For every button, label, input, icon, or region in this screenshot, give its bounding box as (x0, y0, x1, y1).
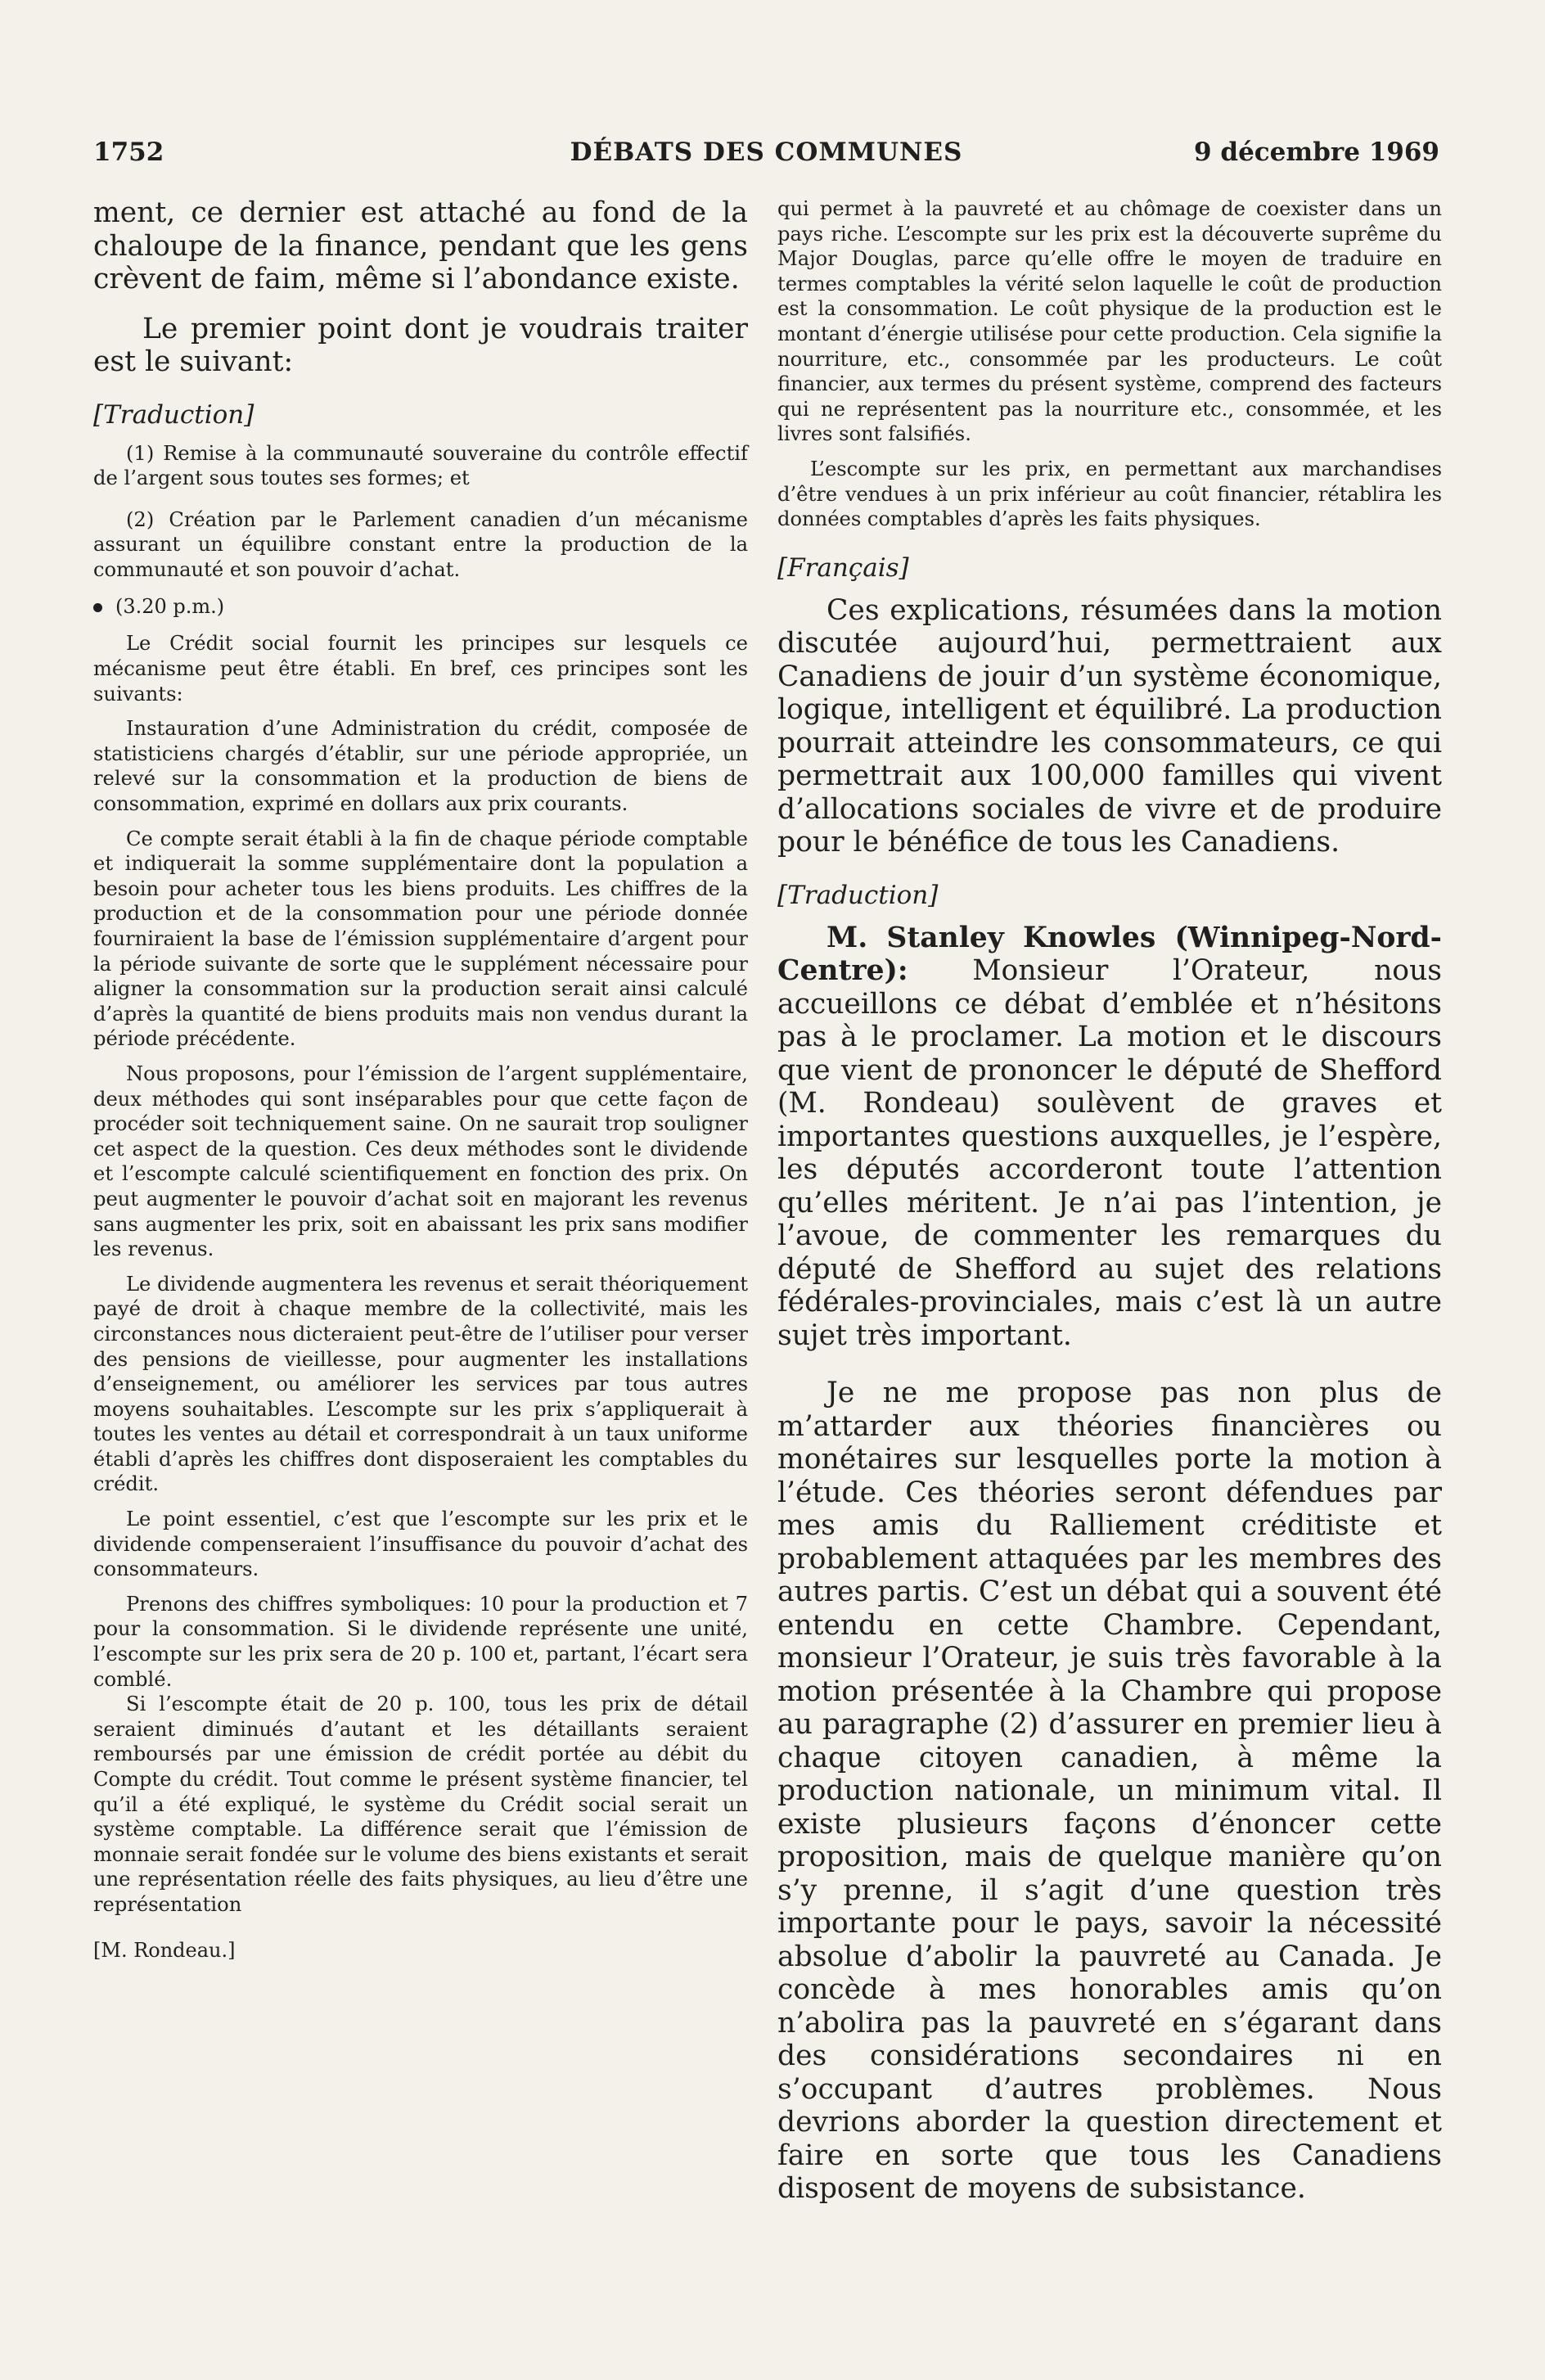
motion-point-2: (2) Création par le Parlement canadien d’un mécanisme assurant un équilibre constant entre la production de la communauté et son pouvoir d’achat. (93, 507, 748, 581)
paragraph: Prenons des chiffres symboliques: 10 pour la production et 7 pour la consommation. Si le dividende représente une unité, l’escompte sur les prix sera de 20 p. 100 et, partant, l’écart sera comblé. (93, 1592, 748, 1691)
section-label-traduction: [Traduction] (93, 399, 254, 430)
time-text: (3.20 p.m.) (115, 595, 225, 619)
paragraph: L’escompte sur les prix, en permettant aux marchandises d’être vendues à un prix inférieur au coût financier, rétablira les données comptables d’après les faits physiques. (777, 457, 1442, 531)
paragraph: Le point essentiel, c’est que l’escompte sur les prix et le dividende compenseraient l’insuffisance du pouvoir d’achat des consommateurs. (93, 1508, 748, 1581)
speaker-signature: [M. Rondeau.] (93, 1938, 236, 1962)
paragraph: qui permet à la pauvreté et au chômage de coexister dans un pays riche. L’escompte sur les prix est la découverte suprême du Major Douglas, parce qu’elle offre le moyen de traduire en termes comptables la vérité selon laquelle le coût de production est la consommation. Le coût physique de la production est le montant d’énergie utilisése pour cette production. Cela signifie la nourriture, etc., consommée par les producteurs. Le coût financier, aux termes du présent système, comprend des facteurs qui ne représentent pas la nourriture etc., consommée, et les livres sont falsifiés. (777, 197, 1442, 446)
speech-text: Monsieur l’Orateur, nous accueillons ce débat d’emblée et n’hésitons pas à le proclamer. La motion et le discours que vient de prononcer le député de Shefford (M. Rondeau) soulèvent de graves et importantes questions auxquelles, je l’espère, les députés accorderont toute l’attention qu’elles méritent. Je n’ai pas l’intention, je l’avoue, de commenter les remarques du député de Shefford au sujet des relations fédérales-provinciales, mais c’est là un autre sujet très important. (777, 954, 1443, 1352)
bullet-icon (93, 603, 102, 612)
paragraph: Le dividende augmentera les revenus et serait théoriquement payé de droit à chaque membre de la collectivité, mais les circonstances nous dicteraient peut-être de l’utiliser pour verser des pensions de vieillesse, pour augmenter les installations d’enseignement, ou améliorer les services par tous autres moyens souhaitables. L’escompte sur les prix s’appliquerait à toutes les ventes au détail et correspondrait à un taux uniforme établi d’après les chiffres dont disposeraient les comptables du crédit. (93, 1272, 748, 1496)
paragraph: Je ne me propose pas non plus de m’attarder aux théories financières ou monétaires sur lesquelles porte la motion à l’étude. Ces théories seront défendues par mes amis du Ralliement créditiste et probablement attaquées par les membres des autres partis. C’est un débat qui a souvent été entendu en cette Chambre. Cependant, monsieur l’Orateur, je suis très favorable à la motion présentée à la Chambre qui propose au paragraphe (2) d’assurer en premier lieu à chaque citoyen canadien, à même la production nationale, un minimum vital. Il existe plusieurs façons d’énoncer cette proposition, mais de quelque manière qu’on s’y prenne, il s’agit d’une question très importante pour le pays, savoir la nécessité absolue d’abolir la pauvreté au Canada. Je concède à mes honorables amis qu’on n’abolira pas la pauvreté en s’égarant dans des considérations secondaires ni en s’occupant d’autres problèmes. Nous devrions aborder la question directement et faire en sorte que tous les Canadiens disposent de moyens de subsistance. (777, 1377, 1442, 2206)
paragraph: ment, ce dernier est attaché au fond de la chaloupe de la finance, pendant que les gens crèvent de faim, même si l’abondance existe. (93, 196, 748, 295)
paragraph: Ces explications, résumées dans la motion discutée aujourd’hui, permettraient aux Canadiens de jouir d’un système économique, logique, intelligent et équilibré. La production pourrait atteindre les consommateurs, ce qui permettrait aux 100,000 familles qui vivent d’allocations sociales de vivre et de produire pour le bénéfice de tous les Canadiens. (777, 593, 1442, 859)
page-number: 1752 (93, 137, 164, 167)
paragraph: Instauration d’une Administration du crédit, composée de statisticiens chargés d’établir, sur une période appropriée, un relevé sur la consommation et la production de biens de consommation, exprimé en dollars aux prix courants. (93, 717, 748, 816)
speech-paragraph (777, 922, 1442, 1353)
paragraph: Le Crédit social fournit les principes sur lesquels ce mécanisme peut être établi. En bref, ces principes sont les suivants: (93, 632, 748, 705)
section-label-traduction: [Traduction] (777, 880, 939, 910)
paragraph: Le premier point dont je voudrais traiter est le suivant: (93, 312, 748, 378)
time-stamp (93, 595, 748, 618)
paragraph: Ce compte serait établi à la fin de chaque période comptable et indiquerait la somme supplémentaire dont la population a besoin pour acheter tous les biens produits. Les chiffres de la production et de la consommation pour une période donnée fourniraient la base de l’émission supplémentaire d’argent pour la période suivante de sorte que le supplément nécessaire pour aligner la consommation sur la production serait ainsi calculé d’après la quantité de biens produits mais non vendus durant la période précédente. (93, 827, 748, 1051)
publication-title: DÉBATS DES COMMUNES (570, 137, 963, 167)
page-header (93, 137, 1439, 178)
right-column (777, 196, 1442, 2206)
speaker-name: M. Stanley Knowles (Winnipeg-Nord-Centre): (777, 921, 1442, 988)
motion-point-1: (1) Remise à la communauté souveraine du contrôle effectif de l’argent sous toutes ses formes; et (93, 441, 748, 490)
issue-date: 9 décembre 1969 (1194, 137, 1439, 167)
left-column (93, 196, 748, 1962)
paragraph: Si l’escompte était de 20 p. 100, tous les prix de détail seraient diminués d’autant et les détaillants seraient remboursés par une émission de crédit portée au débit du Compte du crédit. Tout comme le présent système financier, tel qu’il a été expliqué, le système du Crédit social serait un système comptable. La différence serait que l’émission de monnaie serait fondée sur le volume des biens existants et serait une représentation réelle des faits physiques, au lieu d’être une représentation (93, 1693, 748, 1916)
paragraph: Nous proposons, pour l’émission de l’argent supplémentaire, deux méthodes qui sont inséparables pour que cette façon de procéder soit techniquement saine. On ne saurait trop souligner cet aspect de la question. Ces deux méthodes sont le dividende et l’escompte calculé scientifiquement en fonction des prix. On peut augmenter le pouvoir d’achat soit en majorant les revenus sans augmenter les prix, soit en abaissant les prix sans modifier les revenus. (93, 1062, 748, 1261)
section-label-francais: [Français] (777, 552, 909, 583)
